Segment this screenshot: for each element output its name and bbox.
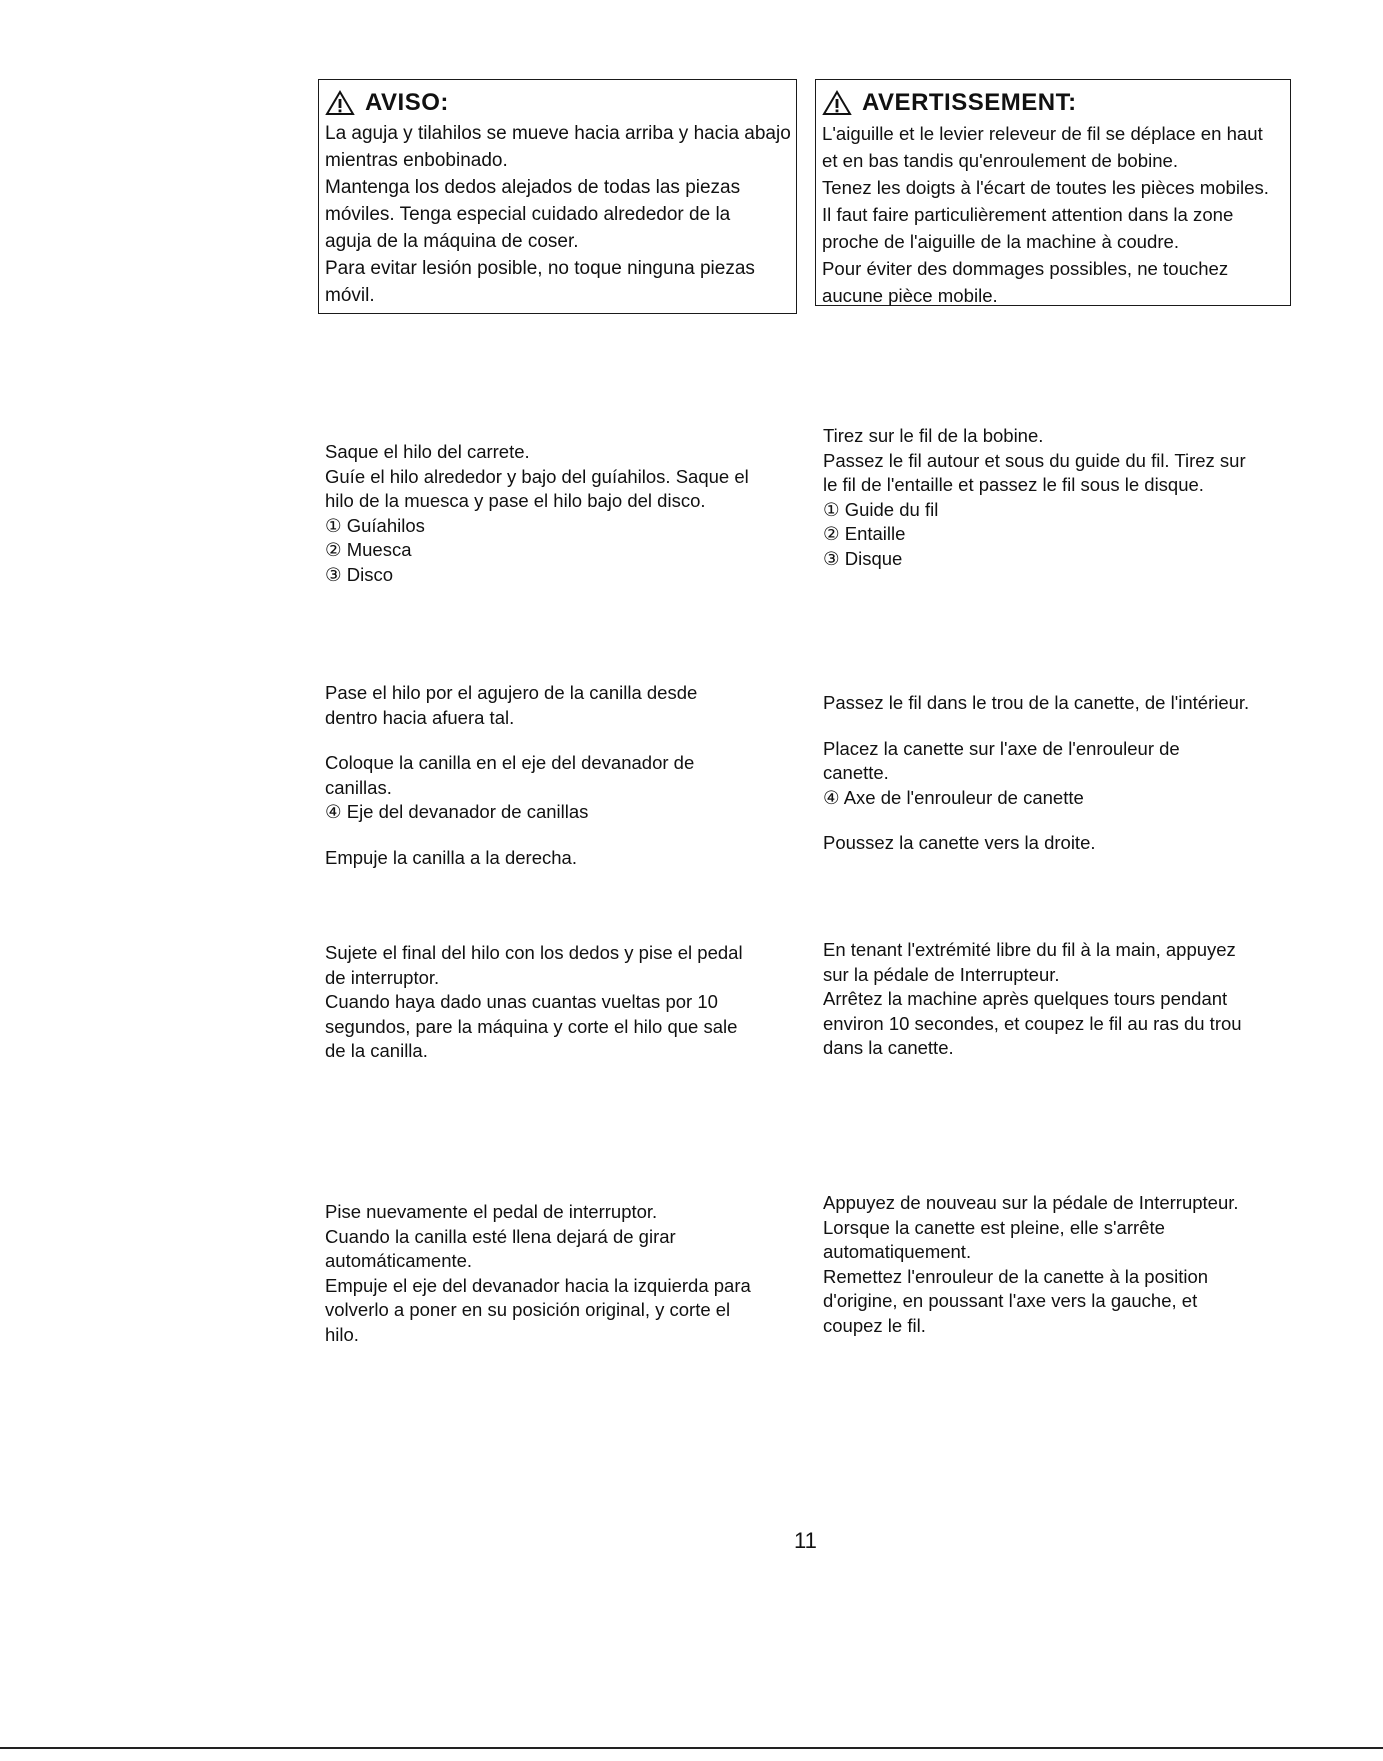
paragraph-gap xyxy=(823,810,1249,831)
step3-text-es xyxy=(325,941,743,1064)
text-line: Pase el hilo por el agujero de la canilla desde xyxy=(325,682,698,703)
step1-text-fr xyxy=(823,424,1246,571)
text-line: Sujete el final del hilo con los dedos y pise el pedal xyxy=(325,942,743,963)
warning-line: móvil. xyxy=(325,285,375,306)
text-line: Cuando la canilla esté llena dejará de girar xyxy=(325,1225,676,1247)
text-line: Passez le fil dans le trou de la canette, de l'intérieur. xyxy=(823,692,1250,713)
text-line: automatiquement. xyxy=(823,1241,972,1262)
text-line: canillas. xyxy=(325,776,392,798)
text-line: coupez le fil. xyxy=(823,1314,926,1336)
warning-line: Mantenga los dedos alejados de todas las piezas xyxy=(325,177,741,198)
text-line: En tenant l'extrémité libre du fil à la main, appuyez xyxy=(823,939,1236,960)
text-line: ③ Disco xyxy=(325,563,393,585)
warning-line: Tenez les doigts à l'écart de toutes les pièces mobiles. xyxy=(822,177,1269,198)
text-line: Arrêtez la machine après quelques tours pendant xyxy=(823,988,1228,1009)
step1-text-es xyxy=(325,440,749,587)
text-line: ② Entaille xyxy=(823,523,906,544)
warning-title-text-es: AVISO: xyxy=(365,89,449,116)
text-line: environ 10 secondes, et coupez le fil au ras du trou xyxy=(823,1012,1242,1034)
warning-line: proche de l'aiguille de la machine à coudre. xyxy=(822,231,1180,252)
text-line: Guíe el hilo alrededor y bajo del guíahilos. Saque el xyxy=(325,465,749,487)
text-line: segundos, pare la máquina y corte el hilo que sale xyxy=(325,1015,738,1037)
warning-title-fr xyxy=(822,86,1284,120)
text-line: Empuje el eje del devanador hacia la izquierda para xyxy=(325,1274,751,1296)
text-line: sur la pédale de Interrupteur. xyxy=(823,963,1060,985)
warning-triangle-icon xyxy=(325,90,355,116)
text-line: ① Guíahilos xyxy=(325,514,425,536)
text-line: automáticamente. xyxy=(325,1250,473,1271)
text-line: Lorsque la canette est pleine, elle s'arrête xyxy=(823,1216,1165,1238)
text-line: de interruptor. xyxy=(325,966,440,988)
text-line: le fil de l'entaille et passez le fil sous le disque. xyxy=(823,474,1204,495)
warning-line: aucune pièce mobile. xyxy=(822,285,998,306)
step4-text-fr xyxy=(823,1191,1239,1338)
text-line: de la canilla. xyxy=(325,1040,428,1061)
text-line: hilo de la muesca y pase el hilo bajo del disco. xyxy=(325,490,706,511)
text-line: hilo. xyxy=(325,1323,359,1345)
text-line: Coloque la canilla en el eje del devanador de xyxy=(325,752,695,773)
text-line: canette. xyxy=(823,762,889,783)
paragraph-gap xyxy=(823,716,1249,737)
text-line: Placez la canette sur l'axe de l'enrouleur de xyxy=(823,737,1180,759)
warning-line: Il faut faire particulièrement attention dans la zone xyxy=(822,204,1234,225)
text-line: volverlo a poner en su posición original, y corte el xyxy=(325,1299,731,1320)
text-line: Empuje la canilla a la derecha. xyxy=(325,846,577,868)
text-line: ④ Axe de l'enrouleur de canette xyxy=(823,786,1084,808)
text-line: Poussez la canette vers la droite. xyxy=(823,832,1096,853)
paragraph-gap xyxy=(325,730,697,751)
step2-text-es xyxy=(325,681,697,870)
step3-text-fr xyxy=(823,938,1242,1061)
text-line: ③ Disque xyxy=(823,547,903,569)
text-line: Tirez sur le fil de la bobine. xyxy=(823,425,1044,446)
warning-box-es xyxy=(318,79,797,314)
page-number: 11 xyxy=(794,1528,817,1553)
warning-line: aguja de la máquina de coser. xyxy=(325,231,579,252)
warning-line: Para evitar lesión posible, no toque ninguna piezas xyxy=(325,258,755,279)
bottom-rule xyxy=(0,1747,1383,1749)
text-line: Appuyez de nouveau sur la pédale de Interrupteur. xyxy=(823,1192,1239,1213)
warning-line: móviles. Tenga especial cuidado alrededor de la xyxy=(325,204,731,225)
warning-box-fr xyxy=(815,79,1291,306)
warning-title-text-fr: AVERTISSEMENT: xyxy=(862,89,1077,116)
warning-line: L'aiguille et le levier releveur de fil se déplace en haut xyxy=(822,123,1263,144)
warning-triangle-icon xyxy=(822,90,852,116)
text-line: ① Guide du fil xyxy=(823,498,939,520)
warning-line: mientras enbobinado. xyxy=(325,150,508,171)
text-line: Pise nuevamente el pedal de interruptor. xyxy=(325,1201,658,1222)
text-line: d'origine, en poussant l'axe vers la gauche, et xyxy=(823,1290,1198,1311)
warning-line: Pour éviter des dommages possibles, ne touchez xyxy=(822,258,1229,279)
text-line: Cuando haya dado unas cuantas vueltas por 10 xyxy=(325,991,718,1012)
text-line: Saque el hilo del carrete. xyxy=(325,441,530,462)
warning-line: et en bas tandis qu'enroulement de bobine. xyxy=(822,150,1179,171)
text-line: Remettez l'enrouleur de la canette à la position xyxy=(823,1265,1209,1287)
step2-text-fr xyxy=(823,691,1249,856)
text-line: Passez le fil autour et sous du guide du fil. Tirez sur xyxy=(823,449,1246,471)
step4-text-es xyxy=(325,1200,751,1347)
paragraph-gap xyxy=(325,825,697,846)
warning-title-es xyxy=(325,86,790,120)
warning-line: La aguja y tilahilos se mueve hacia arriba y hacia abajo xyxy=(325,123,791,144)
text-line: ② Muesca xyxy=(325,539,412,560)
text-line: dans la canette. xyxy=(823,1037,954,1058)
text-line: ④ Eje del devanador de canillas xyxy=(325,801,589,822)
text-line: dentro hacia afuera tal. xyxy=(325,706,515,728)
